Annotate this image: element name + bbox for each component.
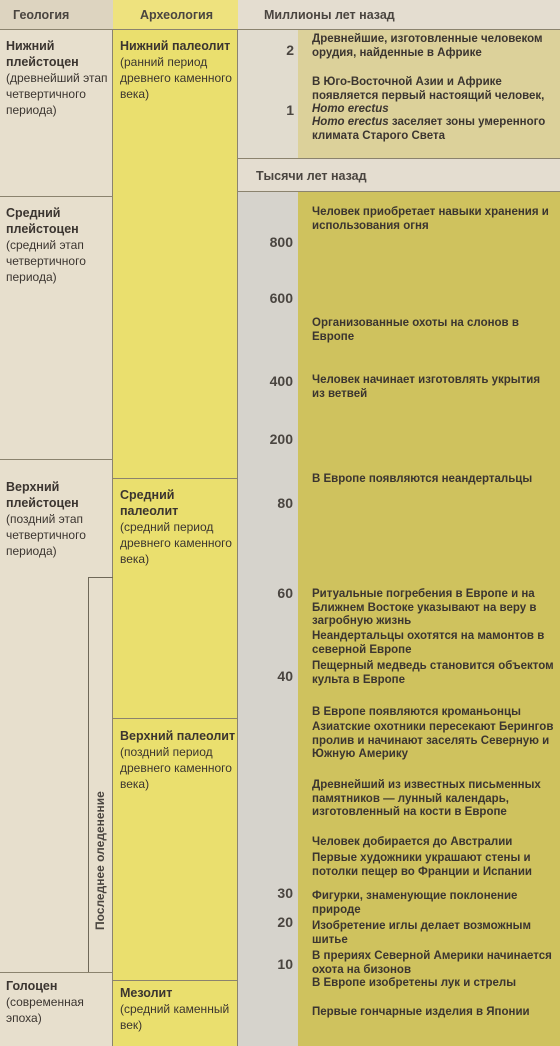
scale-tick: 20: [277, 914, 293, 930]
glacial-bracket-line: [88, 577, 89, 972]
archaeology-header: [113, 0, 238, 30]
event-item: Неандертальцы охотятся на мамонтов в северной Европе: [312, 630, 545, 656]
scale-tick: 2: [286, 42, 294, 58]
scale-tick: 1: [286, 102, 294, 118]
geology-upper-pleistocene: [6, 479, 90, 559]
event-item: Ритуальные погребения в Европе и на Ближнем Востоке указывают на веру в загробную жизнь: [312, 588, 537, 627]
geology-header-label: Геология: [13, 8, 70, 22]
event-item: Изобретение иглы делает возможным шитье: [312, 920, 531, 946]
geology-subtitle: (современная эпоха): [6, 995, 84, 1025]
archaeology-subtitle: (средний период древнего каменного века): [120, 520, 232, 566]
archaeology-middle-paleolithic: [120, 487, 236, 567]
scale-tick: 200: [269, 431, 293, 447]
geology-header: [0, 0, 113, 30]
event-item: Первые гончарные изделия в Японии: [312, 1006, 530, 1018]
thousand-years-header: [238, 158, 560, 192]
event-item: Фигурки, знаменующие поклонение природе: [312, 890, 518, 916]
scale-tick: 10: [277, 956, 293, 972]
thousand-years-header-label: Тысячи лет назад: [256, 169, 367, 183]
archaeology-title: Нижний палеолит: [120, 39, 231, 53]
geology-divider: [0, 459, 113, 460]
archaeology-title: Мезолит: [120, 986, 173, 1000]
event-item: В Европе появляются неандертальцы: [312, 473, 533, 485]
scale-tick: 400: [269, 373, 293, 389]
last-glaciation-label: Последнее оледенение: [93, 791, 107, 930]
glacial-bracket-top: [88, 577, 113, 578]
event-item: Человек приобретает навыки хранения и использования огня: [312, 206, 549, 232]
scale-tick: 60: [277, 585, 293, 601]
event-item: Азиатские охотники пересекают Берингов пролив и начинают заселять Северную и Южную Америку: [312, 721, 554, 760]
event-item: В Европе изобретены лук и стрелы: [312, 977, 517, 989]
archaeology-title: Средний палеолит: [120, 488, 179, 518]
archaeology-subtitle: (поздний период древнего каменного века): [120, 745, 232, 791]
scale-tick: 600: [269, 290, 293, 306]
event-italic-text: Homo erectus: [312, 116, 389, 128]
archaeology-subtitle: (средний каменный век): [120, 1002, 230, 1032]
million-years-header-label: Миллионы лет назад: [264, 8, 395, 22]
event-item: В прериях Северной Америки начинается охота на бизонов: [312, 950, 552, 976]
event-item: [312, 33, 556, 60]
event-text: заселяет зоны умеренного климата Старого Света: [312, 116, 546, 142]
scale-tick: 800: [269, 234, 293, 250]
event-item: Организованные охоты на слонов в Европе: [312, 317, 519, 343]
event-item: Древнейший из известных письменных памятников — лунный календарь, изготовленный на кости в Европе: [312, 779, 541, 818]
geology-lower-pleistocene: [6, 38, 112, 118]
geology-middle-pleistocene: [6, 205, 112, 285]
scale-tick: 80: [277, 495, 293, 511]
geology-divider: [0, 972, 113, 973]
archaeology-title: Верхний палеолит: [120, 729, 236, 743]
geology-title: Нижний плейстоцен: [6, 39, 79, 69]
event-item: [312, 76, 556, 117]
event-item: Человек добирается до Австралии: [312, 836, 513, 848]
event-item: [312, 116, 556, 143]
geology-title: Верхний плейстоцен: [6, 480, 79, 510]
event-text: В Юго-Восточной Азии и Африке появляется первый настоящий человек,: [312, 76, 545, 102]
scale-tick: 30: [277, 885, 293, 901]
event-item: Человек начинает изготовлять укрытия из ветвей: [312, 374, 541, 400]
scale-tick: 40: [277, 668, 293, 684]
archaeology-upper-paleolithic: [120, 728, 236, 792]
geology-subtitle: (средний этап четвертичного периода): [6, 238, 86, 284]
geology-title: Средний плейстоцен: [6, 206, 79, 236]
million-years-header: [238, 0, 560, 30]
event-text: Древнейшие, изготовленные человеком орудия, найденные в Африке: [312, 33, 543, 59]
geology-subtitle: (поздний этап четвертичного периода): [6, 512, 86, 558]
event-item: В Европе появляются кроманьонцы: [312, 706, 521, 718]
geology-subtitle: (древнейший этап четвертичного периода): [6, 71, 108, 117]
archaeology-lower-paleolithic: [120, 38, 236, 102]
event-item: Пещерный медведь становится объектом культа в Европе: [312, 660, 554, 686]
archaeology-subtitle: (ранний период древнего каменного века): [120, 55, 232, 101]
archaeology-divider: [113, 980, 238, 981]
archaeology-divider: [113, 718, 238, 719]
geology-title: Голоцен: [6, 979, 58, 993]
event-item: Первые художники украшают стены и потолки пещер во Франции и Испании: [312, 852, 532, 878]
geology-holocene: [6, 978, 112, 1026]
archaeology-divider: [113, 478, 238, 479]
geology-divider: [0, 196, 113, 197]
event-italic-text: Homo erectus: [312, 103, 389, 115]
archaeology-header-label: Археология: [140, 8, 214, 22]
archaeology-mesolithic: [120, 985, 236, 1033]
